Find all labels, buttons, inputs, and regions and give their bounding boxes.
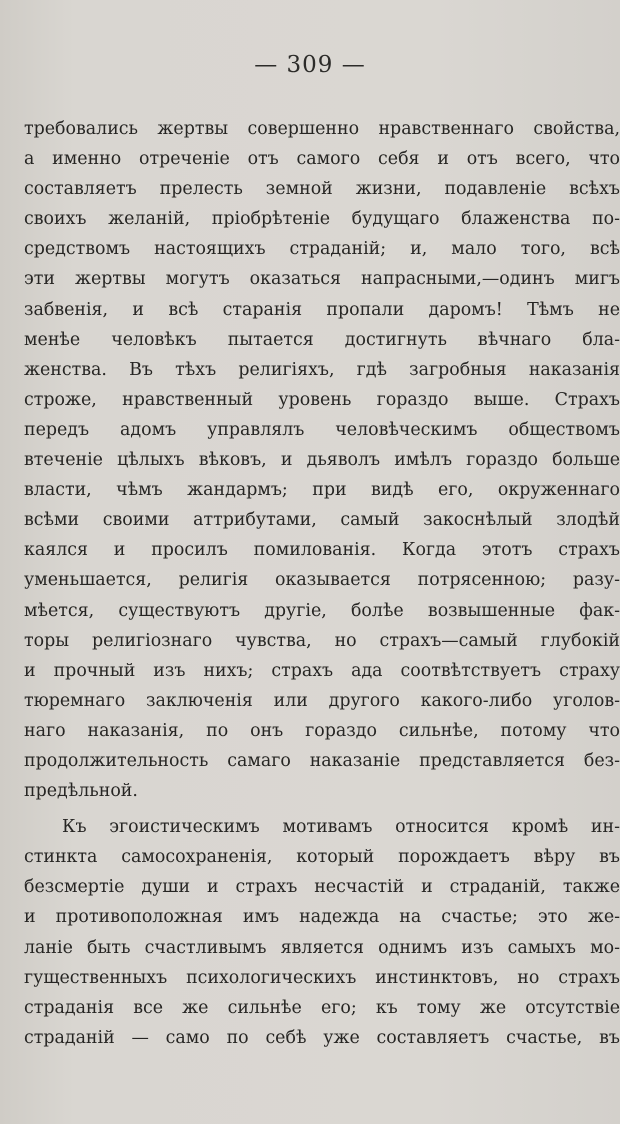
text-line: и прочный изъ нихъ; страхъ ада соотвѣтствуетъ страху (24, 660, 620, 681)
paragraph (24, 812, 620, 1053)
text-line: гущественныхъ психологическихъ инстинктовъ, но страхъ (24, 967, 620, 988)
text-line: всѣми своими аттрибутами, самый закоснѣлый злодѣй (24, 510, 620, 531)
text-line: менѣе человѣкъ пытается достигнуть вѣчнаго бла- (24, 329, 620, 350)
text-line: Къ эгоистическимъ мотивамъ относится кромѣ ин- (62, 817, 620, 838)
page-number: — 309 — (254, 52, 366, 78)
text-line: строже, нравственный уровень гораздо выше. Страхъ (24, 389, 620, 410)
text-line: а именно отреченіе отъ самого себя и отъ всего, что (24, 149, 620, 170)
text-line: торы религіознаго чувства, но страхъ—самый глубокій (24, 630, 620, 651)
text-line: безсмертіе души и страхъ несчастій и страданій, также (24, 877, 620, 898)
text-line: стинкта самосохраненія, который порождаетъ вѣру въ (24, 847, 620, 868)
text-line: предѣльной. (24, 781, 138, 802)
text-line: ланіе быть счастливымъ является однимъ изъ самыхъ мо- (24, 937, 620, 958)
text-line: забвенія, и всѣ старанія пропали даромъ! Тѣмъ не (24, 299, 620, 320)
text-line: наго наказанія, по онъ гораздо сильнѣе, потому что (24, 720, 620, 741)
text-line: женства. Въ тѣхъ религіяхъ, гдѣ загробныя наказанія (24, 359, 620, 380)
paragraph (24, 114, 620, 806)
text-line: своихъ желаній, пріобрѣтеніе будущаго блаженства по- (24, 209, 620, 230)
text-line: средствомъ настоящихъ страданій; и, мало того, всѣ (24, 239, 620, 260)
text-line: власти, чѣмъ жандармъ; при видѣ его, окруженнаго (24, 480, 620, 501)
text-line: составляетъ прелесть земной жизни, подавленіе всѣхъ (24, 179, 620, 200)
text-line: эти жертвы могутъ оказаться напрасными,—одинъ мигъ (24, 269, 620, 290)
text-line: уменьшается, религія оказывается потрясенною; разу- (24, 570, 620, 591)
text-line: страданій — само по себѣ уже составляетъ счастье, въ (24, 1027, 620, 1048)
text-line: мѣется, существуютъ другіе, болѣе возвышенные фак- (24, 600, 620, 621)
text-line: страданія все же сильнѣе его; къ тому же отсутствіе (24, 997, 620, 1018)
text-line: продолжительность самаго наказаніе представляется без- (24, 750, 620, 771)
text-line: передъ адомъ управлялъ человѣческимъ обществомъ (24, 419, 620, 440)
text-line: тюремнаго заключенія или другого какого-либо уголов- (24, 690, 620, 711)
text-line: втеченіе цѣлыхъ вѣковъ, и дьяволъ имѣлъ гораздо больше (24, 450, 620, 471)
body-text (24, 114, 620, 1053)
text-line: и противоположная имъ надежда на счастье; это же- (24, 907, 620, 928)
text-line: требовались жертвы совершенно нравственнаго свойства, (24, 119, 620, 139)
text-line: каялся и просилъ помилованія. Когда этотъ страхъ (24, 540, 620, 561)
